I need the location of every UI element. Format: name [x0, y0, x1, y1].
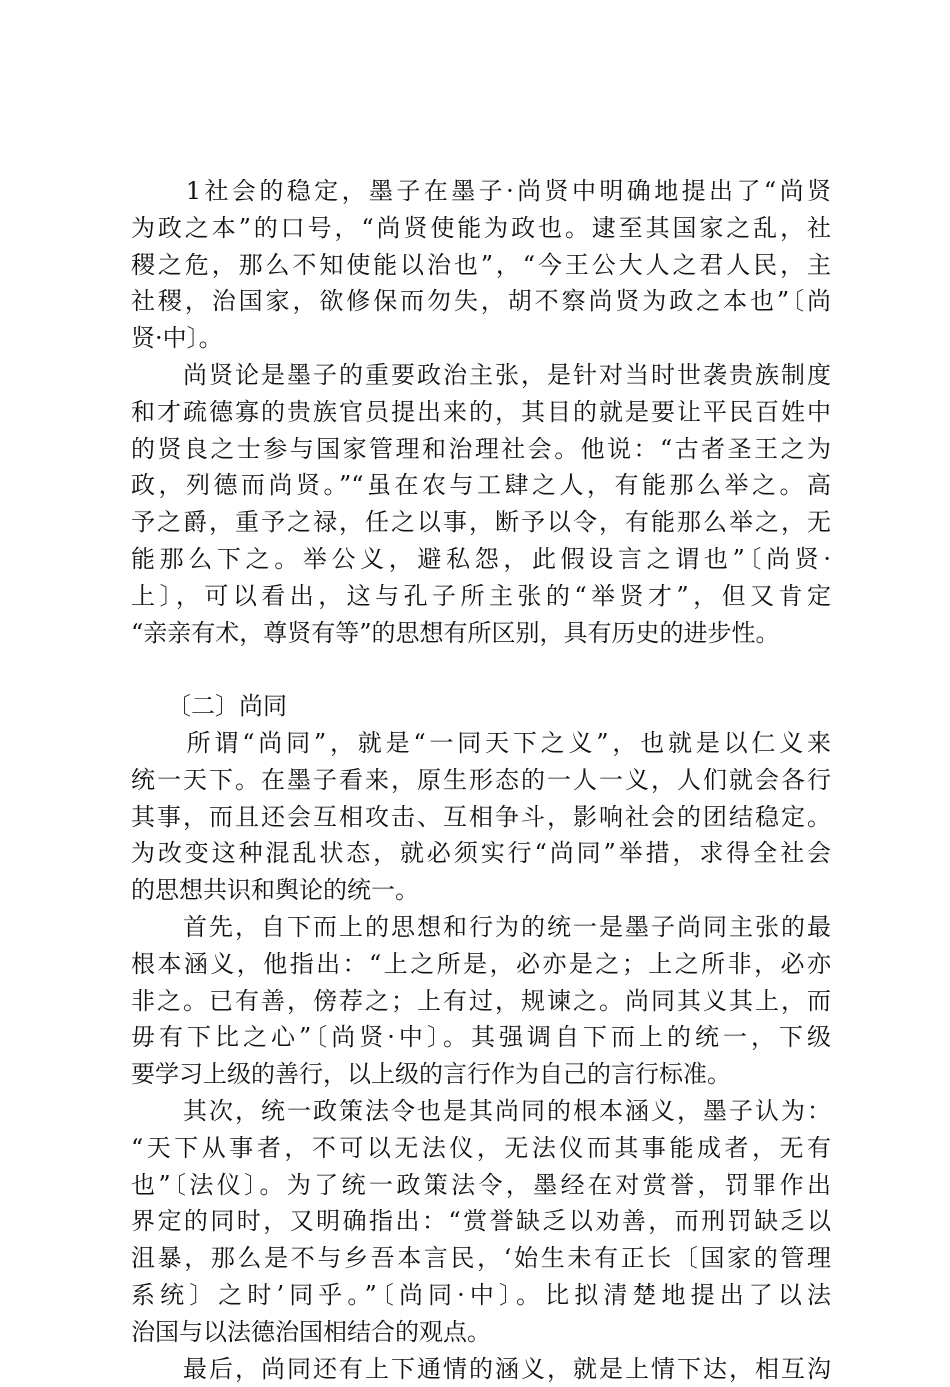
text-line: 1社会的稳定，墨子在墨子·尚贤中明确地提出了“尚贤 [131, 173, 831, 210]
text-line: 能那么下之。举公义，避私怨，此假设言之谓也”〔尚贤· [131, 541, 831, 578]
text-line: 治国与以法德治国相结合的观点。 [131, 1314, 831, 1351]
text-line: 要学习上级的善行，以上级的言行作为自己的言行标准。 [131, 1056, 831, 1093]
text-line: 非之。已有善，傍荐之；上有过，规谏之。尚同其义其上，而 [131, 983, 831, 1020]
text-line: 界定的同时，又明确指出：“赏誉缺乏以劝善，而刑罚缺乏以 [131, 1203, 831, 1240]
text-line: 稷之危，那么不知使能以治也”，“今王公大人之君人民，主 [131, 247, 831, 284]
text-line: 所谓“尚同”，就是“一同天下之义”，也就是以仁义来 [131, 725, 831, 762]
text-line: “天下从事者，不可以无法仪，无法仪而其事能成者，无有 [131, 1130, 831, 1167]
text-line: 贤·中〕。 [131, 320, 831, 357]
text-line: 政，列德而尚贤。”“虽在农与工肆之人，有能那么举之。高 [131, 467, 831, 504]
text-line: 毋有下比之心”〔尚贤·中〕。其强调自下而上的统一，下级 [131, 1019, 831, 1056]
text-line: 的思想共识和舆论的统一。 [131, 872, 831, 909]
text-line: 和才疏德寡的贵族官员提出来的，其目的就是要让平民百姓中 [131, 394, 831, 431]
text-line: 为政之本”的口号，“尚贤使能为政也。逮至其国家之乱，社 [131, 210, 831, 247]
text-line: 尚贤论是墨子的重要政治主张，是针对当时世袭贵族制度 [131, 357, 831, 394]
paragraph-gap [131, 651, 831, 688]
text-line: 根本涵义，他指出：“上之所是，必亦是之；上之所非，必亦 [131, 946, 831, 983]
text-line: 系统〕之时’同乎。”〔尚同·中〕。比拟清楚地提出了以法 [131, 1277, 831, 1314]
body-text [131, 173, 831, 1387]
text-line: 统一天下。在墨子看来，原生形态的一人一义，人们就会各行 [131, 762, 831, 799]
text-line: 其事，而且还会互相攻击、互相争斗，影响社会的团结稳定。 [131, 799, 831, 836]
text-line: 沮暴，那么是不与乡吾本言民，‘始生未有正长〔国家的管理 [131, 1240, 831, 1277]
text-line: 予之爵，重予之禄，任之以事，断予以令，有能那么举之，无 [131, 504, 831, 541]
text-line: 也”〔法仪〕。为了统一政策法令，墨经在对赏誉，罚罪作出 [131, 1167, 831, 1204]
text-line: 首先，自下而上的思想和行为的统一是墨子尚同主张的最 [131, 909, 831, 946]
text-line: 为改变这种混乱状态，就必须实行“尚同”举措，求得全社会 [131, 835, 831, 872]
text-line: 的贤良之士参与国家管理和治理社会。他说：“古者圣王之为 [131, 431, 831, 468]
text-line: 最后，尚同还有上下通情的涵义，就是上情下达，相互沟 [131, 1351, 831, 1387]
text-line: 上〕，可以看出，这与孔子所主张的“举贤才”，但又肯定 [131, 578, 831, 615]
text-line: 社稷，治国家，欲修保而勿失，胡不察尚贤为政之本也”〔尚 [131, 283, 831, 320]
text-line: “亲亲有术，尊贤有等”的思想有所区别，具有历史的进步性。 [131, 615, 831, 652]
section-heading: 〔二〕尚同 [131, 688, 831, 725]
text-line: 其次，统一政策法令也是其尚同的根本涵义，墨子认为： [131, 1093, 831, 1130]
